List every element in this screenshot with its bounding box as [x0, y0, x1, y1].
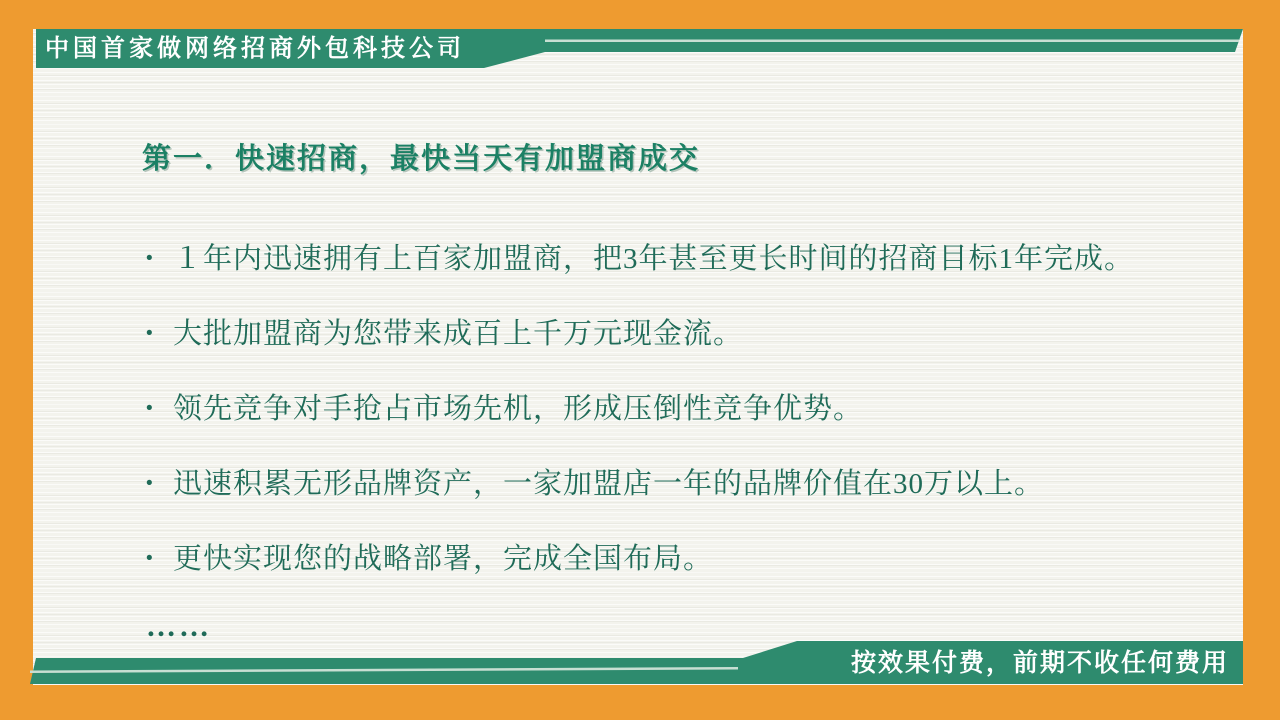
bullet-text: 更快实现您的战略部署，完成全国布局。 [173, 543, 714, 575]
bullet-item [146, 240, 1230, 278]
bullet-item [146, 315, 1230, 353]
bullet-item [146, 540, 1230, 578]
bullet-text: １年内迅速拥有上百家加盟商，把3年甚至更长时间的招商目标1年完成。 [173, 243, 1135, 275]
header-banner [36, 29, 1243, 68]
bullet-text: 迅速积累无形品牌资产，一家加盟店一年的品牌价值在30万以上。 [173, 468, 1045, 500]
bullet-list [146, 240, 1230, 615]
slide-title: 第一．快速招商，最快当天有加盟商成交 [142, 143, 701, 175]
bullet-dot-icon: • [146, 398, 153, 419]
bullet-text: 领先竞争对手抢占市场先机，形成压倒性竞争优势。 [173, 393, 864, 425]
footer-banner [30, 641, 1243, 684]
bullet-dot-icon: • [146, 548, 153, 569]
ellipsis-text: …… [146, 610, 212, 643]
bullet-item [146, 465, 1230, 503]
bullet-dot-icon: • [146, 473, 153, 494]
bullet-dot-icon: • [146, 248, 153, 269]
footer-banner-text: 按效果付费，前期不收任何费用 [850, 649, 1229, 677]
bullet-text: 大批加盟商为您带来成百上千万元现金流。 [173, 318, 744, 350]
header-accent-line [545, 40, 1239, 43]
bullet-item [146, 390, 1230, 428]
bullet-dot-icon: • [146, 323, 153, 344]
header-banner-text: 中国首家做网络招商外包科技公司 [45, 35, 465, 62]
